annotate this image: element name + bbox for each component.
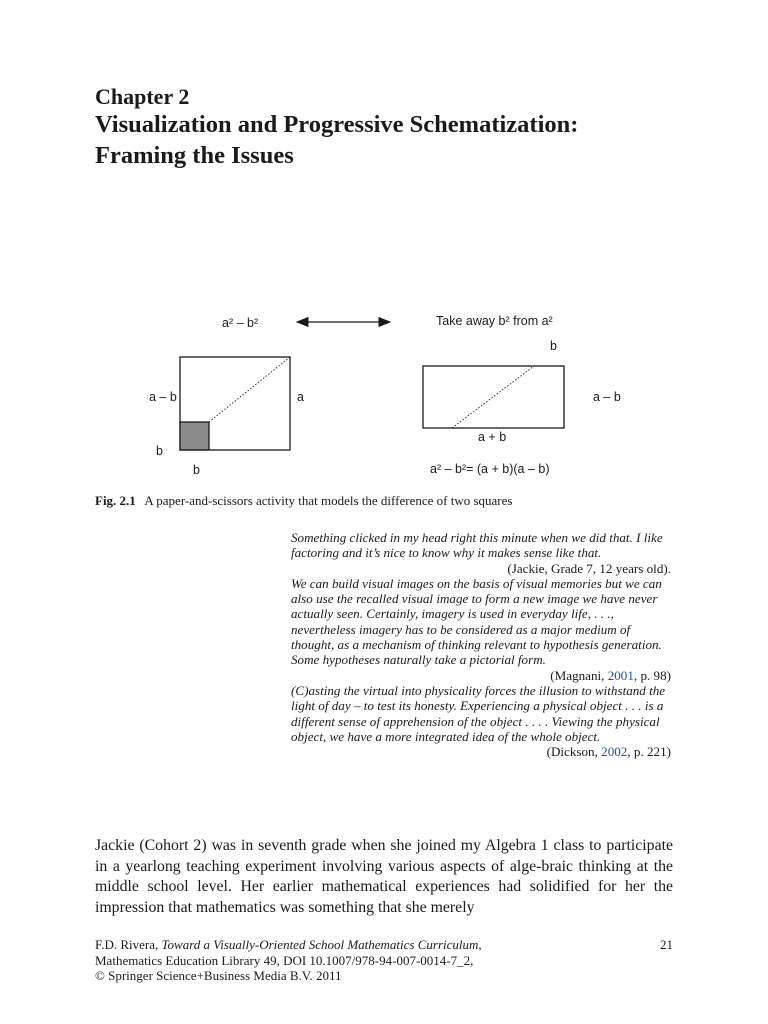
quote-citation bbox=[291, 744, 671, 759]
page-footer bbox=[95, 937, 673, 984]
right-diagonal-cut bbox=[452, 366, 534, 428]
footer-line1-end: , bbox=[478, 937, 482, 952]
figure-caption bbox=[95, 493, 512, 509]
epigraph-quote bbox=[291, 576, 671, 683]
left-side-label-a: a bbox=[297, 390, 304, 404]
footer-line3: © Springer Science+Business Media B.V. 2011 bbox=[95, 968, 342, 983]
epigraph-quote bbox=[291, 683, 671, 759]
identity-formula: a² – b²= (a + b)(a – b) bbox=[430, 462, 550, 476]
footer-line1 bbox=[95, 937, 673, 953]
cite-prefix: (Dickson, bbox=[546, 744, 602, 760]
left-side-label-b: b bbox=[156, 444, 163, 458]
chapter-title-line2: Framing the Issues bbox=[95, 142, 294, 169]
quote-text: We can build visual images on the basis of visual memories but we can also use the recalled visual image to form a new image we have never actually seen. Certainly, imagery is used in everyday life, . . ., nevertheless imagery has to be considered as a major medium of thought, as a mechanism of thinking relevant to hypothesis generation. Some hypotheses naturally take a pictorial form. bbox=[291, 575, 662, 668]
quote-text: Something clicked in my head right this minute when we did that. I like factoring and it’s nice to know why it makes sense like that. bbox=[291, 530, 663, 561]
cite-suffix: , p. 98) bbox=[633, 667, 671, 683]
caption-text: A paper-and-scissors activity that models the difference of two squares bbox=[144, 493, 513, 508]
epigraph-quote bbox=[291, 530, 671, 576]
quote-citation bbox=[291, 668, 671, 683]
cite-suffix: , p. 221) bbox=[627, 744, 671, 760]
quote-text: (C)asting the virtual into physicality forces the illusion to withstand the light of day – to test its honesty. Experiencing a physical object . . . is a different sense of apprehension of the object . . . . Viewing the physical object, we have a more integrated idea of the whole object. bbox=[291, 682, 666, 744]
top-label-b: b bbox=[550, 339, 557, 353]
bottom-label-a-plus-b: a + b bbox=[478, 430, 507, 444]
footer-author: F.D. Rivera, bbox=[95, 937, 162, 952]
chapter-label: Chapter 2 bbox=[95, 84, 190, 109]
cite-prefix: (Magnani, bbox=[550, 667, 608, 683]
epigraph-block bbox=[291, 530, 671, 759]
right-heading-label: Take away b² from a² bbox=[436, 314, 553, 328]
chapter-title-line1: Visualization and Progressive Schematization: bbox=[95, 111, 579, 138]
citation-year-link[interactable]: 2002 bbox=[601, 744, 628, 760]
quote-citation bbox=[291, 561, 671, 576]
citation-year-link[interactable]: 2001 bbox=[607, 667, 634, 683]
right-side-label-a-minus-b: a – b bbox=[593, 390, 621, 404]
chapter-title bbox=[95, 109, 735, 171]
footer-line2: Mathematics Education Library 49, DOI 10.1007/978-94-007-0014-7_2, bbox=[95, 952, 474, 968]
page-number: 21 bbox=[660, 937, 673, 952]
rearranged-rectangle bbox=[423, 366, 564, 428]
left-side-label-a-minus-b: a – b bbox=[149, 390, 177, 404]
left-formula-label: a² – b² bbox=[222, 316, 259, 330]
caption-label: Fig. 2.1 bbox=[95, 493, 136, 508]
cite-prefix: (Jackie, Grade 7, 12 years old). bbox=[507, 560, 671, 576]
body-paragraph: Jackie (Cohort 2) was in seventh grade when she joined my Algebra 1 class to participate in a yearlong teaching experiment involving various aspects of alge-braic thinking at the middle school level. Her earlier mathematical experiences had solidified for her the impression that mathematics was something that she merely bbox=[95, 837, 673, 916]
bottom-label-b: b bbox=[193, 463, 200, 477]
footer-book-title: Toward a Visually-Oriented School Mathematics Curriculum bbox=[161, 937, 479, 952]
shaded-small-square bbox=[180, 422, 209, 450]
left-diagonal-cut bbox=[209, 357, 290, 422]
figure-2-1 bbox=[0, 300, 768, 490]
